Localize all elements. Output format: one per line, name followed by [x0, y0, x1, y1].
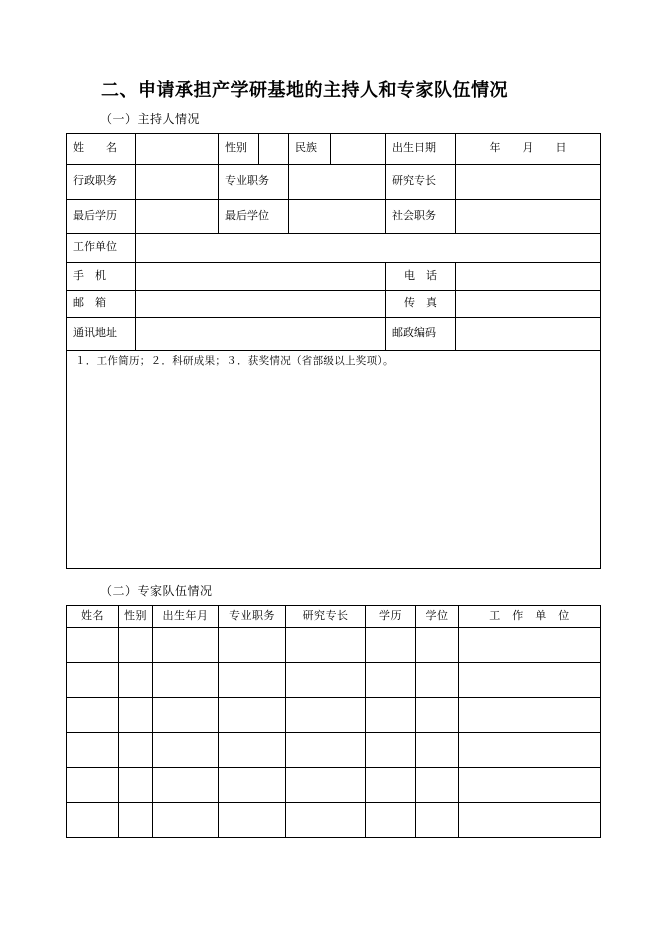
gender-input-cell[interactable]	[259, 134, 289, 165]
expert-cell[interactable]	[459, 663, 601, 698]
expert-cell[interactable]	[219, 803, 286, 838]
expert-cell[interactable]	[286, 663, 366, 698]
expert-cell[interactable]	[416, 768, 459, 803]
expert-header-degree: 学位	[416, 606, 459, 628]
expert-cell[interactable]	[366, 803, 416, 838]
expert-header-workunit: 工 作 单 位	[459, 606, 601, 628]
professional-post-label: 专业职务	[219, 165, 289, 200]
final-education-input-cell[interactable]	[136, 200, 219, 234]
expert-cell[interactable]	[119, 733, 153, 768]
expert-row	[67, 803, 601, 838]
mobile-input-cell[interactable]	[136, 263, 386, 291]
expert-cell[interactable]	[459, 733, 601, 768]
expert-cell[interactable]	[153, 663, 219, 698]
ethnicity-input-cell[interactable]	[331, 134, 386, 165]
expert-team-table	[66, 605, 601, 838]
expert-cell[interactable]	[67, 733, 119, 768]
social-post-input-cell[interactable]	[456, 200, 601, 234]
expert-header-name: 姓名	[67, 606, 119, 628]
expert-cell[interactable]	[366, 733, 416, 768]
expert-cell[interactable]	[366, 628, 416, 663]
final-degree-input-cell[interactable]	[289, 200, 386, 234]
work-unit-input-cell[interactable]	[136, 234, 601, 263]
expert-cell[interactable]	[286, 733, 366, 768]
section2-heading: （二）专家队伍情况	[100, 584, 213, 598]
email-input-cell[interactable]	[136, 291, 386, 318]
expert-row	[67, 768, 601, 803]
expert-cell[interactable]	[286, 768, 366, 803]
final-education-label: 最后学历	[67, 200, 136, 234]
work-unit-label: 工作单位	[67, 234, 136, 263]
expert-cell[interactable]	[119, 698, 153, 733]
host-row-email	[67, 291, 601, 318]
address-label: 通讯地址	[67, 318, 136, 351]
expert-cell[interactable]	[416, 628, 459, 663]
expert-cell[interactable]	[459, 628, 601, 663]
host-row-posts	[67, 165, 601, 200]
expert-cell[interactable]	[67, 698, 119, 733]
birthdate-label: 出生日期	[386, 134, 456, 165]
host-row-education	[67, 200, 601, 234]
expert-cell[interactable]	[286, 698, 366, 733]
expert-cell[interactable]	[416, 663, 459, 698]
expert-cell[interactable]	[219, 733, 286, 768]
page-title: 二、申请承担产学研基地的主持人和专家队伍情况	[101, 80, 508, 100]
expert-row	[67, 628, 601, 663]
expert-header-row	[67, 606, 601, 628]
expert-row	[67, 663, 601, 698]
email-label: 邮 箱	[67, 291, 136, 318]
ethnicity-label: 民族	[289, 134, 331, 165]
expert-header-specialty: 研究专长	[286, 606, 366, 628]
expert-cell[interactable]	[366, 698, 416, 733]
expert-cell[interactable]	[153, 698, 219, 733]
expert-cell[interactable]	[416, 698, 459, 733]
expert-cell[interactable]	[119, 628, 153, 663]
phone-input-cell[interactable]	[456, 263, 601, 291]
expert-cell[interactable]	[459, 768, 601, 803]
postcode-label: 邮政编码	[386, 318, 456, 351]
final-degree-label: 最后学位	[219, 200, 289, 234]
expert-cell[interactable]	[119, 768, 153, 803]
expert-cell[interactable]	[67, 768, 119, 803]
expert-cell[interactable]	[119, 803, 153, 838]
expert-cell[interactable]	[153, 803, 219, 838]
expert-cell[interactable]	[219, 663, 286, 698]
research-specialty-input-cell[interactable]	[456, 165, 601, 200]
host-row-address	[67, 318, 601, 351]
expert-cell[interactable]	[416, 733, 459, 768]
host-row-workunit	[67, 234, 601, 263]
postcode-input-cell[interactable]	[456, 318, 601, 351]
expert-cell[interactable]	[119, 663, 153, 698]
expert-cell[interactable]	[366, 663, 416, 698]
section1-heading: （一）主持人情况	[100, 112, 201, 126]
notes-cell[interactable]: １．工作简历；２．科研成果；３．获奖情况（省部级以上奖项）。	[67, 351, 601, 569]
expert-header-birth: 出生年月	[153, 606, 219, 628]
phone-label: 电 话	[386, 263, 456, 291]
professional-post-input-cell[interactable]	[289, 165, 386, 200]
expert-cell[interactable]	[459, 803, 601, 838]
host-row-notes	[67, 351, 601, 569]
name-label: 姓 名	[67, 134, 136, 165]
expert-cell[interactable]	[153, 628, 219, 663]
expert-cell[interactable]	[67, 663, 119, 698]
social-post-label: 社会职务	[386, 200, 456, 234]
mobile-label: 手 机	[67, 263, 136, 291]
expert-cell[interactable]	[286, 803, 366, 838]
birthdate-value-cell[interactable]: 年 月 日	[456, 134, 601, 165]
expert-cell[interactable]	[219, 628, 286, 663]
expert-cell[interactable]	[67, 628, 119, 663]
fax-label: 传 真	[386, 291, 456, 318]
expert-cell[interactable]	[286, 628, 366, 663]
research-specialty-label: 研究专长	[386, 165, 456, 200]
expert-row	[67, 698, 601, 733]
expert-header-gender: 性别	[119, 606, 153, 628]
expert-cell[interactable]	[219, 698, 286, 733]
gender-label: 性别	[219, 134, 259, 165]
host-row-name	[67, 134, 601, 165]
admin-post-label: 行政职务	[67, 165, 136, 200]
expert-header-education: 学历	[366, 606, 416, 628]
fax-input-cell[interactable]	[456, 291, 601, 318]
expert-cell[interactable]	[153, 733, 219, 768]
expert-cell[interactable]	[67, 803, 119, 838]
address-input-cell[interactable]	[136, 318, 386, 351]
expert-cell[interactable]	[416, 803, 459, 838]
host-row-mobile	[67, 263, 601, 291]
expert-cell[interactable]	[219, 768, 286, 803]
expert-row	[67, 733, 601, 768]
admin-post-input-cell[interactable]	[136, 165, 219, 200]
name-input-cell[interactable]	[136, 134, 219, 165]
expert-cell[interactable]	[366, 768, 416, 803]
expert-header-post: 专业职务	[219, 606, 286, 628]
host-info-table	[66, 133, 601, 569]
expert-cell[interactable]	[153, 768, 219, 803]
expert-cell[interactable]	[459, 698, 601, 733]
